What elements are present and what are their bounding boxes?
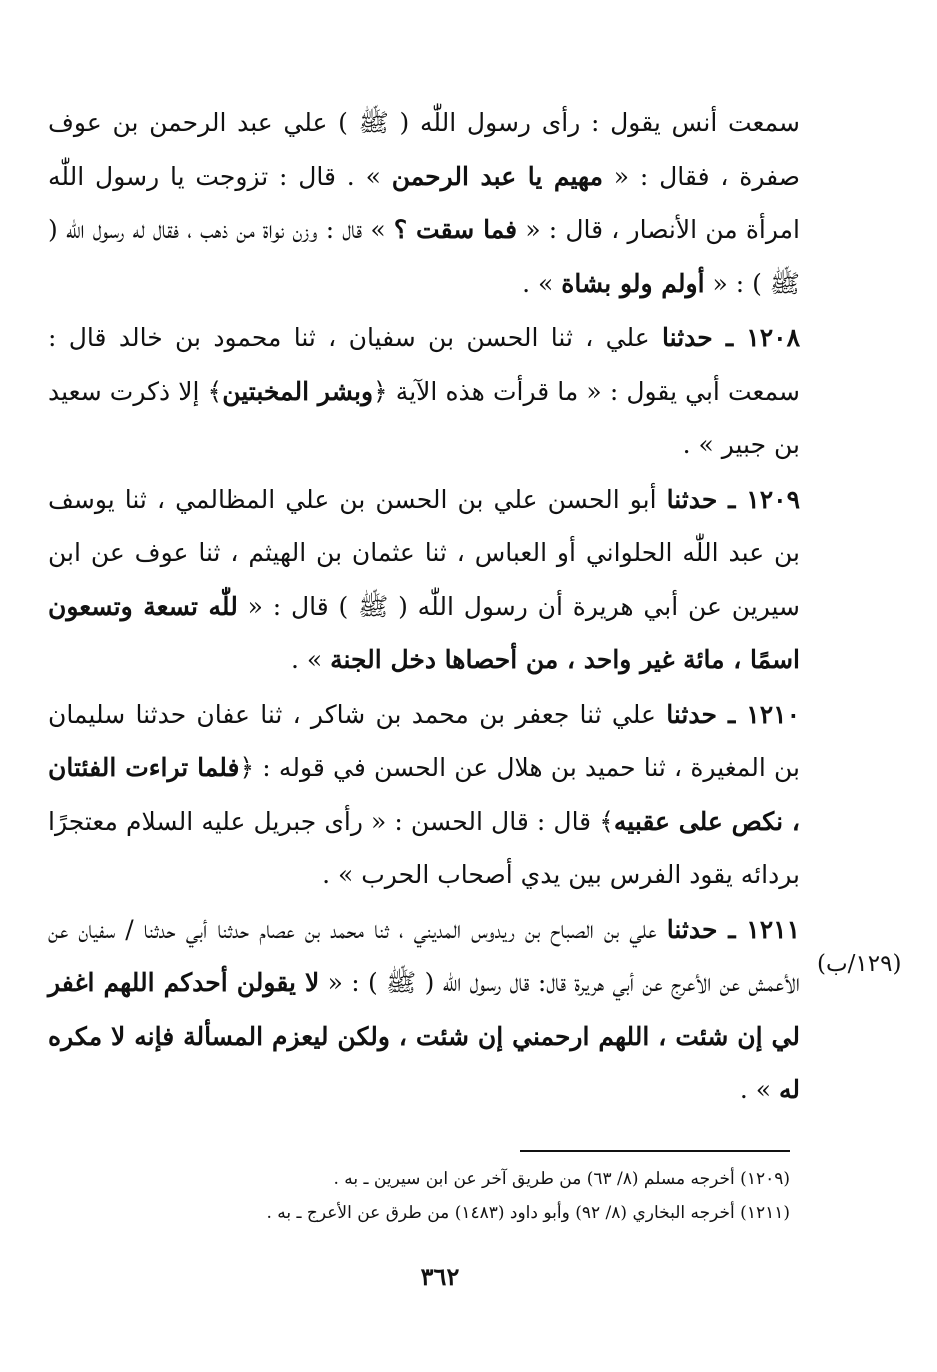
narration-text: » . <box>739 1075 779 1104</box>
prophetic-text: لا يقولن أحدكم اللهم اغفر لي إن شئت ، اللهم ارحمني إن شئت ، ولكن ليعزم المسألة فإنه لا مكره له <box>48 968 800 1104</box>
number-dash: ـ <box>717 914 747 944</box>
narration-text: أبو الحسن علي بن الحسن بن علي المظالمي ، ثنا يوسف بن عبد اللّٰه الحلواني أو العباس ، ثنا عثمان بن الهيثم ، ثنا عوف عن ابن سيرين عن أبي هريرة أن رسول اللّٰه ( ﷺ ) قال : « <box>48 484 800 621</box>
number-dash: ـ <box>716 699 747 729</box>
prophetic-text: فما سقت ؟ <box>393 215 518 244</box>
hadith-paragraph <box>48 903 800 1117</box>
narration-text: » . قال : تزوجت يا رسول اللّٰه امرأة من الأنصار ، قال : « <box>48 161 800 244</box>
narration-text: » قال : وزن نواة من ذهب ، فقال له رسول اللّٰه ( ﷺ ) : « <box>48 215 800 298</box>
prophetic-text: للّٰه تسعة وتسعون اسمًا ، مائة غير واحد ، من أحصاها دخل الجنة <box>48 591 800 674</box>
prophetic-text: مهيم يا عبد الرحمن <box>391 161 603 191</box>
narration-text: » . <box>522 268 562 298</box>
footnote-separator <box>520 1150 790 1152</box>
page-number: ٣٦٢ <box>420 1262 460 1291</box>
main-text <box>48 96 800 1117</box>
narration-text: ﴾ قال : قال الحسن : « رأى جبريل عليه السلام معتجرًا بردائه يقود الفرس بين يدي أصحاب الحرب » . <box>48 806 800 889</box>
hadith-paragraph <box>48 96 800 310</box>
haddathana-label: حدثنا <box>666 914 718 944</box>
number-dash: ـ <box>712 323 747 352</box>
hadith-paragraph <box>48 311 800 472</box>
narration-text: » . <box>290 645 331 674</box>
prophetic-text: وبشر المخبتين <box>222 376 374 406</box>
footnotes <box>120 1162 790 1230</box>
hadith-paragraph <box>48 473 800 687</box>
hadith-number: ١٢١١ <box>746 914 801 944</box>
haddathana-label: حدثنا <box>666 699 717 729</box>
narration-text: علي ثنا جعفر بن محمد بن شاكر ، ثنا عفان حدثنا سليمان بن المغيرة ، ثنا حميد بن هلال عن الحسن في قوله : ﴿ <box>48 699 801 782</box>
margin-folio-note: (١٢٩/ب) <box>817 951 902 977</box>
narration-text: علي بن الصباح بن ريدوس المديني ، ثنا محمد بن عصام حدثنا أبي حدثنا / سفيان عن الأعمش عن الأعرج عن أبي هريرة قال: قال رسول اللّٰه ( ﷺ ) : « <box>48 914 800 997</box>
narration-text: ﴾ إلا ذكرت سعيد بن جبير » . <box>48 376 800 459</box>
hadith-number: ١٢٠٨ <box>746 323 801 352</box>
number-dash: ـ <box>717 484 747 514</box>
haddathana-label: حدثنا <box>666 484 718 514</box>
haddathana-label: حدثنا <box>662 323 713 352</box>
footnote: (١٢١١) أخرجه البخاري (٨/ ٩٢) وأبو داود (١٤٨٣) من طرق عن الأعرج ـ به . <box>266 1203 790 1223</box>
footnote: (١٢٠٩) أخرجه مسلم (٨/ ٦٣) من طريق آخر عن ابن سيرين ـ به . <box>333 1169 790 1189</box>
hadith-number: ١٢٠٩ <box>746 484 801 514</box>
prophetic-text: فلما تراءت الفئتان ، نكص على عقبيه <box>48 753 800 836</box>
hadith-paragraph <box>48 688 800 902</box>
hadith-number: ١٢١٠ <box>746 699 801 729</box>
narration-text: علي ، ثنا الحسن بن سفيان ، ثنا محمود بن خالد قال : سمعت أبي يقول : « ما قرأت هذه الآية ﴿ <box>48 323 800 406</box>
prophetic-text: أولم ولو بشاة <box>561 268 705 298</box>
narration-text: سمعت أنس يقول : رأى رسول اللّٰه ( ﷺ ) علي عبد الرحمن بن عوف صفرة ، فقال : « <box>48 108 800 191</box>
